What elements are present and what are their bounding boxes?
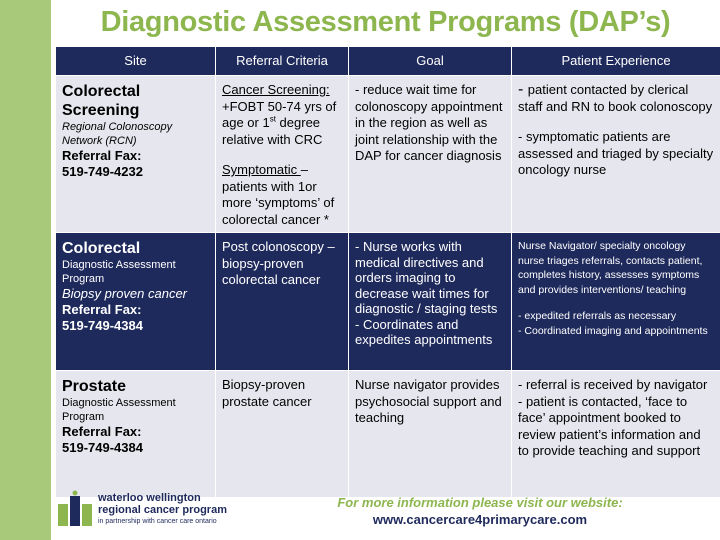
site-subtitle: Diagnostic Assessment Program — [62, 397, 176, 423]
criteria-heading: Cancer Screening: — [222, 82, 330, 97]
criteria-cell — [216, 233, 349, 371]
logo-line-2: regional cancer program — [98, 504, 227, 516]
header-referral-criteria: Referral Criteria — [216, 47, 349, 76]
site-cell — [56, 233, 216, 371]
experience-text-1: Nurse Navigator/ specialty oncology nurse triages referrals, contacts patient, completes history, assesses symptoms and provides interventions/ teaching — [518, 240, 703, 296]
page-title: Diagnostic Assessment Programs (DAP’s) — [100, 6, 671, 38]
fax-number: 519-749-4384 — [62, 318, 143, 333]
site-name: Colorectal Screening — [62, 83, 141, 119]
table-row — [56, 371, 720, 498]
goal-cell — [349, 76, 512, 233]
criteria-text: +FOBT 50-74 yrs of age or 1 — [222, 98, 337, 130]
footer-info — [300, 495, 660, 529]
goal-cell — [349, 371, 512, 498]
goal-text-1: - Nurse works with medical directives and orders imaging to decrease wait times for diagnostic / staging tests — [355, 239, 498, 316]
site-note: Biopsy proven cancer — [62, 286, 188, 301]
experience-text-2: - symptomatic patients are assessed and triaged by specialty oncology nurse — [518, 129, 714, 177]
website-link[interactable]: www.cancercare4primarycare.com — [372, 512, 588, 527]
criteria-heading-symptomatic: Symptomatic — [222, 162, 301, 177]
experience-text-3: - Coordinated imaging and appointments — [518, 324, 708, 337]
criteria-text-symptomatic: – patients with 1or more ‘symptoms’ of colorectal cancer * — [222, 162, 335, 227]
site-cell — [56, 371, 216, 498]
criteria-text: Post colonoscopy – biopsy-proven colorectal cancer — [222, 239, 335, 287]
dap-table — [55, 46, 720, 498]
criteria-text-cont: degree relative with CRC — [222, 115, 323, 147]
experience-text-2: - expedited referrals as necessary — [518, 310, 677, 322]
goal-text: Nurse navigator provides psychosocial support and teaching — [355, 377, 502, 425]
fax-label: Referral Fax: — [62, 302, 142, 317]
logo-mark-icon — [56, 490, 94, 530]
fax-label: Referral Fax: — [62, 424, 142, 439]
left-accent-bar — [0, 0, 51, 540]
goal-text: - reduce wait time for colonoscopy appointment in the region as well as joint relationship with the DAP for cancer diagnosis — [355, 82, 503, 163]
experience-cell — [512, 371, 720, 498]
site-cell — [56, 76, 216, 233]
experience-cell — [512, 76, 720, 233]
experience-cell — [512, 233, 720, 371]
goal-cell — [349, 233, 512, 371]
site-name: Prostate — [62, 378, 127, 395]
site-subtitle: Diagnostic Assessment Program — [62, 259, 176, 285]
program-logo — [56, 490, 296, 534]
header-goal: Goal — [349, 47, 512, 76]
experience-text-1: patient contacted by clerical staff and RN to book colonoscopy — [518, 82, 713, 114]
criteria-cell — [216, 76, 349, 233]
site-name: Colorectal — [62, 240, 141, 257]
table-header-row — [56, 47, 720, 76]
table-row — [56, 233, 720, 371]
goal-text-2: - Coordinates and expedites appointments — [355, 316, 493, 347]
criteria-superscript: st — [269, 114, 276, 124]
header-site: Site — [56, 47, 216, 76]
experience-text-1: - referral is received by navigator — [518, 377, 708, 392]
experience-dash: - — [518, 81, 528, 98]
criteria-text: Biopsy-proven prostate cancer — [222, 377, 312, 409]
footer-info-text: For more information please visit our website: — [337, 495, 623, 510]
table-row — [56, 76, 720, 233]
fax-number: 519-749-4232 — [62, 164, 143, 179]
logo-line-1: waterloo wellington — [98, 492, 201, 504]
logo-line-3: in partnership with cancer care ontario — [98, 518, 217, 525]
header-patient-experience: Patient Experience — [512, 47, 720, 76]
criteria-cell — [216, 371, 349, 498]
fax-label: Referral Fax: — [62, 148, 142, 163]
site-subtitle: Regional Colonoscopy Network (RCN) — [62, 121, 173, 147]
fax-number: 519-749-4384 — [62, 440, 143, 455]
experience-text-2: - patient is contacted, ‘face to face’ appointment booked to review patient’s information and to provide teaching and support — [518, 393, 701, 458]
